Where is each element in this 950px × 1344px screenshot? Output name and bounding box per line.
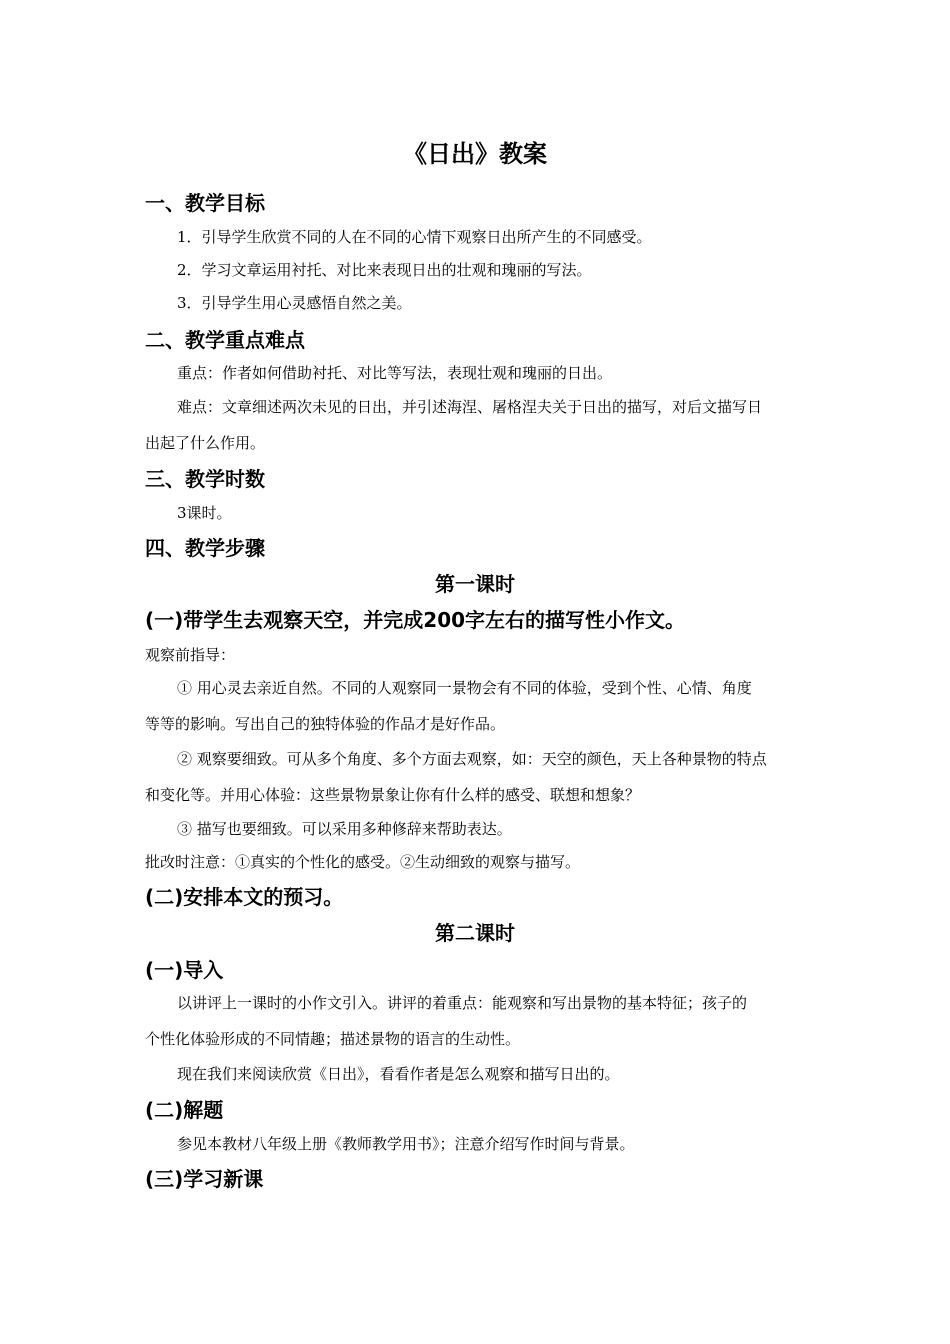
document-title: 《日出》教案	[403, 140, 547, 168]
section-heading-steps: 四、教学步骤	[145, 536, 265, 560]
guide1-line1: ① 用心灵去亲近自然。不同的人观察同一景物会有不同的体验，受到个性、心情、角度	[177, 679, 752, 697]
section-heading-hours: 三、教学时数	[145, 467, 265, 491]
guide2-line2: 和变化等。并用心体验：这些景物景象让你有什么样的感受、联想和想象？	[145, 786, 641, 804]
lesson2-heading: 第二课时	[435, 921, 515, 945]
lesson1-part1-heading: (一)带学生去观察天空，并完成200字左右的描写性小作文。	[145, 608, 686, 632]
goal-item-1: 1．引导学生欣赏不同的人在不同的心情下观察日出所产生的不同感受。	[177, 228, 652, 246]
hours-text: 3课时。	[177, 504, 232, 522]
grading-note: 批改时注意：①真实的个性化的感受。②生动细致的观察与描写。	[145, 853, 581, 871]
guide3-text: ③ 描写也要细致。可以采用多种修辞来帮助表达。	[177, 820, 512, 838]
guide-label: 观察前指导：	[145, 646, 236, 664]
goal-item-2: 2．学习文章运用衬托、对比来表现日出的壮观和瑰丽的写法。	[177, 261, 592, 279]
lesson2-explain-heading: (二)解题	[145, 1098, 224, 1122]
section-heading-key-points: 二、教学重点难点	[145, 328, 305, 352]
intro-line1: 以讲评上一课时的小作文引入。讲评的着重点：能观察和写出景物的基本特征；孩子的	[177, 994, 748, 1012]
section-heading-goals: 一、教学目标	[145, 191, 265, 215]
goal-item-3: 3．引导学生用心灵感悟自然之美。	[177, 294, 412, 312]
key-point-difficulty-line1: 难点：文章细述两次未见的日出，并引述海涅、屠格涅夫关于日出的描写，对后文描写日	[177, 398, 763, 416]
intro-line3: 现在我们来阅读欣赏《日出》，看看作者是怎么观察和描写日出的。	[177, 1065, 620, 1083]
lesson2-new-lesson-heading: (三)学习新课	[145, 1167, 264, 1191]
lesson1-heading: 第一课时	[435, 572, 515, 596]
key-point-focus: 重点：作者如何借助衬托、对比等写法，表现壮观和瑰丽的日出。	[177, 364, 613, 382]
lesson1-part2-heading: (二)安排本文的预习。	[145, 885, 344, 909]
key-point-difficulty-line2: 出起了什么作用。	[145, 434, 266, 452]
intro-line2: 个性化体验形成的不同情趣；描述景物的语言的生动性。	[145, 1030, 521, 1048]
explain-text: 参见本教材八年级上册《教师教学用书》；注意介绍写作时间与背景。	[177, 1135, 635, 1153]
lesson2-intro-heading: (一)导入	[145, 958, 224, 982]
guide2-line1: ② 观察要细致。可从多个角度、多个方面去观察，如：天空的颜色，天上各种景物的特点	[177, 750, 767, 768]
guide1-line2: 等等的影响。写出自己的独特体验的作品才是好作品。	[145, 715, 506, 733]
